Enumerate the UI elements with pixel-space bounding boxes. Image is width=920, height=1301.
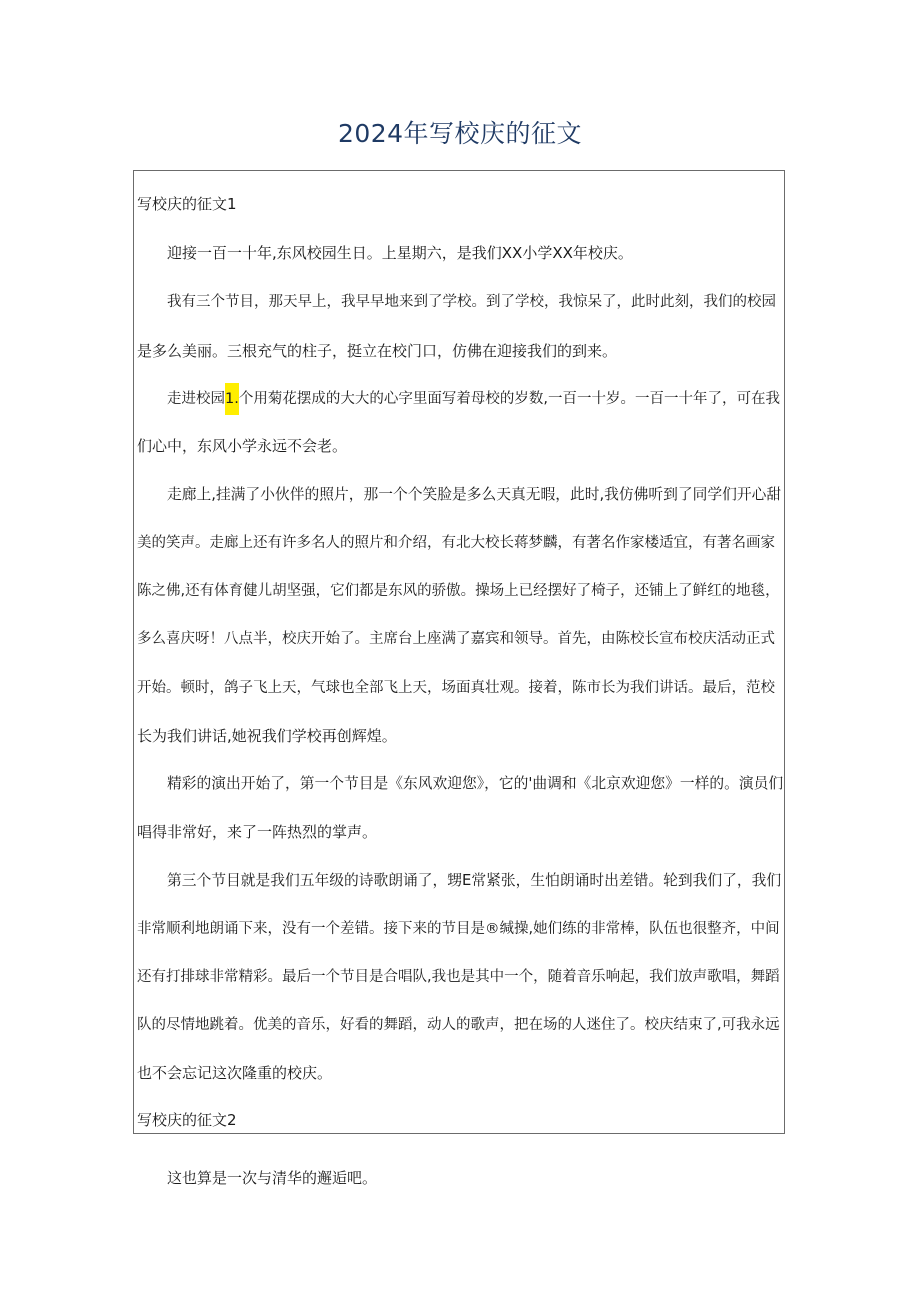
paragraph-4-line-4: 多么喜庆呀！八点半，校庆开始了。主席台上座满了嘉宾和领导。首先，由陈校长宣布校庆活动正式 bbox=[137, 631, 775, 647]
paragraph-2-line-2: 是多么美丽。三根充气的柱子，挺立在校门口，仿佛在迎接我们的到来。 bbox=[137, 342, 618, 360]
paragraph-6-line-3: 还有打排球非常精彩。最后一个节目是合唱队,我也是其中一个，随着音乐响起，我们放声歌唱，舞蹈 bbox=[137, 969, 780, 985]
paragraph-5-line-1: 精彩的演出开始了，第一个节目是《东风欢迎您》，它的'曲调和《北京欢迎您》一样的。演员们 bbox=[167, 775, 784, 792]
paragraph-7: 这也算是一次与清华的邂逅吧。 bbox=[167, 1169, 378, 1187]
section-1-heading: 写校庆的征文1 bbox=[137, 195, 237, 213]
content-frame bbox=[133, 170, 785, 1134]
document-title: 2024年写校庆的征文 bbox=[337, 119, 583, 148]
section-2-heading: 写校庆的征文2 bbox=[137, 1111, 237, 1129]
highlighted-text: 1. bbox=[225, 383, 239, 415]
paragraph-4-line-6: 长为我们讲话,她祝我们学校再创辉煌。 bbox=[137, 727, 397, 745]
paragraph-4-line-1: 走廊上,挂满了小伙伴的照片，那一个个笑脸是多么天真无暇，此时,我仿佛听到了同学们开心甜 bbox=[167, 486, 782, 503]
paragraph-3-line-2: 们心中，东风小学永远不会老。 bbox=[137, 437, 348, 455]
paragraph-6-line-4: 队的尽情地跳着。优美的音乐，好看的舞蹈，动人的歌声，把在场的人迷住了。校庆结束了,可我永远 bbox=[137, 1017, 780, 1033]
paragraph-3-text-after: 个用菊花摆成的大大的心字里面写着母校的岁数,一百一十岁。一百一十年了，可在我 bbox=[238, 391, 780, 407]
paragraph-6-line-1: 第三个节目就是我们五年级的诗歌朗诵了，甥E常紧张，生怕朗诵时出差错。轮到我们了，我们 bbox=[167, 872, 782, 889]
paragraph-1: 迎接一百一十年,东风校园生日。上星期六，是我们XX小学XX年校庆。 bbox=[167, 244, 633, 262]
paragraph-3-line-1 bbox=[167, 388, 780, 410]
paragraph-5-line-2: 唱得非常好，来了一阵热烈的掌声。 bbox=[137, 823, 378, 841]
paragraph-4-line-5: 开始。顿时，鸽子飞上天，气球也全部飞上天，场面真壮观。接着，陈市长为我们讲话。最后，范校 bbox=[137, 680, 775, 696]
paragraph-6-line-2: 非常顺利地朗诵下来，没有一个差错。接下来的节目是®缄操,她们练的非常棒，队伍也很整齐，中间 bbox=[137, 921, 780, 937]
paragraph-3-text-before: 走进校园 bbox=[167, 391, 225, 407]
paragraph-4-line-2: 美的笑声。走廊上还有许多名人的照片和介绍，有北大校长蒋梦麟，有著名作家楼适宜，有著名画家 bbox=[137, 535, 775, 551]
paragraph-6-line-5: 也不会忘记这次隆重的校庆。 bbox=[137, 1064, 333, 1082]
paragraph-2-line-1: 我有三个节目，那天早上，我早早地来到了学校。到了学校，我惊呆了，此时此刻，我们的校园 bbox=[167, 294, 776, 310]
paragraph-4-line-3: 陈之佛,还有体育健儿胡坚强，它们都是东风的骄傲。操场上已经摆好了椅子，还铺上了鲜红的地毯， bbox=[137, 583, 780, 599]
